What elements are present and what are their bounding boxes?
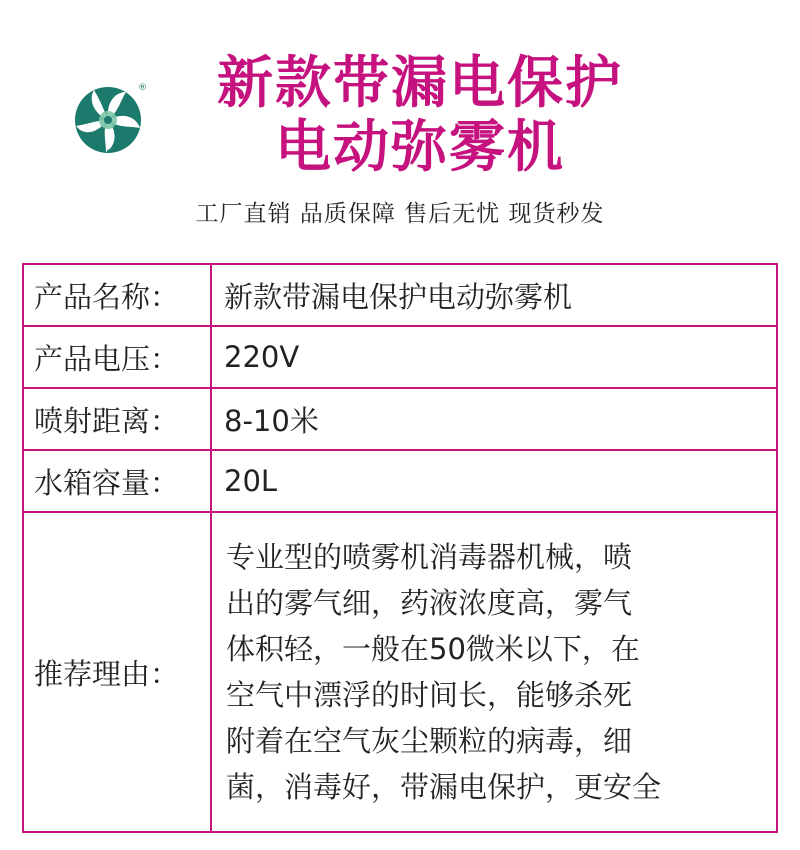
logo-text: HONGDA GARDEN [81, 137, 131, 155]
row-label: 推荐理由： [23, 512, 211, 832]
reason-line: 空气中漂浮的时间长，能够杀死 [226, 678, 633, 712]
spec-table [22, 263, 778, 833]
pinwheel-logo-icon [66, 78, 150, 162]
table-row [23, 450, 777, 512]
page-header [0, 0, 800, 260]
title-line-2: 电动弥雾机 [275, 115, 565, 180]
table-row [23, 388, 777, 450]
row-label: 产品电压： [23, 326, 211, 388]
reason-line: 菌，消毒好，带漏电保护，更安全 [226, 770, 662, 804]
reason-line: 出的雾气细，药液浓度高，雾气 [226, 586, 633, 620]
row-label: 产品名称： [23, 264, 211, 326]
row-label: 水箱容量： [23, 450, 211, 512]
row-value: 220V [211, 326, 777, 388]
registered-mark: ® [138, 83, 147, 93]
table-row [23, 326, 777, 388]
reason-text [211, 512, 777, 832]
reason-line: 专业型的喷雾机消毒器机械，喷 [226, 540, 633, 574]
table-row [23, 264, 777, 326]
reason-line: 附着在空气灰尘颗粒的病毒，细 [226, 724, 633, 758]
row-label: 喷射距离： [23, 388, 211, 450]
row-value: 新款带漏电保护电动弥雾机 [211, 264, 777, 326]
row-value: 8-10米 [211, 388, 777, 450]
title-line-1: 新款带漏电保护 [217, 51, 623, 116]
slogan: 工厂直销 品质保障 售后无忧 现货秒发 [195, 201, 605, 227]
table-row-reason [23, 512, 777, 832]
row-value: 20L [211, 450, 777, 512]
reason-line: 体积轻，一般在50微米以下，在 [226, 632, 640, 666]
page-title [160, 52, 680, 180]
